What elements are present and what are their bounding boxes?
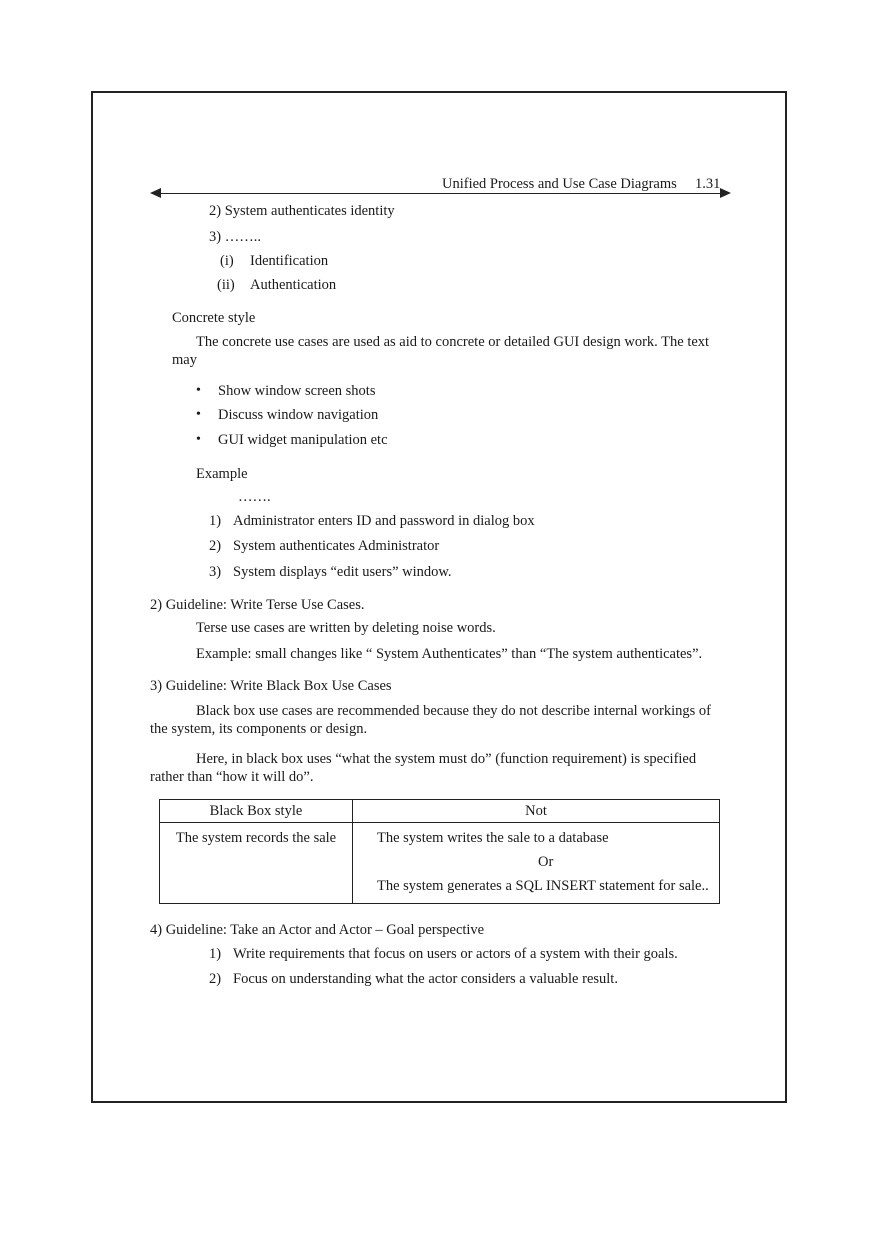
concrete-heading: Concrete style: [172, 310, 256, 326]
sub-item-i-number: (i): [220, 253, 234, 269]
table-cell-not-or: Or: [538, 854, 554, 870]
page-number: 1.31: [695, 176, 721, 192]
table-header-row: [160, 800, 720, 823]
bullet-icon: •: [196, 383, 201, 398]
concrete-paragraph: The concrete use cases are used as aid to concrete or detailed GUI design work. The text may: [172, 334, 710, 368]
example-step-text: System displays “edit users” window.: [233, 564, 452, 580]
guideline-4-item-text: Write requirements that focus on users or actors of a system with their goals.: [233, 946, 678, 962]
example-step-number: 2): [209, 538, 222, 554]
sub-item-ii-text: Authentication: [250, 277, 337, 293]
essential-step-2: 2) System authenticates identity: [209, 203, 395, 219]
table-row: [160, 823, 720, 904]
table-cell-not: [353, 823, 720, 904]
table-header-black-box: Black Box style: [160, 800, 353, 823]
guideline-4-heading: 4) Guideline: Take an Actor and Actor – Goal perspective: [150, 922, 485, 938]
right-arrowhead-icon: [720, 188, 731, 198]
concrete-bullet-2: Discuss window navigation: [218, 407, 379, 423]
running-header: [150, 176, 731, 198]
table-cell-black-box: [160, 823, 353, 904]
sub-item-i-text: Identification: [250, 253, 329, 269]
example-step-number: 3): [209, 564, 222, 580]
header-title: Unified Process and Use Case Diagrams: [442, 176, 677, 192]
sub-item-ii-number: (ii): [217, 277, 235, 293]
guideline-2-heading: 2) Guideline: Write Terse Use Cases.: [150, 597, 365, 613]
guideline-3-paragraph-2: Here, in black box uses “what the system must do” (function requirement) is specified rather than “how it will do”.: [150, 751, 697, 785]
concrete-bullet-3: GUI widget manipulation etc: [218, 432, 388, 448]
table-cell-not-line-3: The system generates a SQL INSERT statement for sale..: [377, 878, 709, 894]
table-cell-black-box-text: The system records the sale: [175, 830, 337, 846]
guideline-4-item-number: 1): [209, 946, 222, 962]
guideline-4-item-text: Focus on understanding what the actor considers a valuable result.: [233, 971, 618, 987]
table-cell-not-line-1: The system writes the sale to a database: [377, 830, 609, 846]
black-box-comparison-table: [159, 799, 720, 904]
example-ellipsis: …….: [238, 489, 271, 505]
example-step-text: System authenticates Administrator: [233, 538, 440, 554]
example-label: Example: [196, 466, 248, 482]
example-step-text: Administrator enters ID and password in dialog box: [233, 513, 535, 529]
guideline-4-item-number: 2): [209, 971, 222, 987]
guideline-2-line-2: Example: small changes like “ System Authenticates” than “The system authenticates”.: [196, 646, 703, 662]
guideline-3-heading: 3) Guideline: Write Black Box Use Cases: [150, 678, 392, 694]
bullet-icon: •: [196, 407, 201, 422]
concrete-bullet-1: Show window screen shots: [218, 383, 376, 399]
guideline-3-paragraph-1: Black box use cases are recommended because they do not describe internal workings of the system, its components or design.: [150, 703, 711, 737]
table-header-not: Not: [353, 800, 720, 823]
guideline-2-line-1: Terse use cases are written by deleting noise words.: [196, 620, 496, 636]
bullet-icon: •: [196, 432, 201, 447]
example-step-number: 1): [209, 513, 222, 529]
header-rule: [156, 193, 725, 194]
essential-step-3: 3) ……..: [209, 229, 261, 245]
